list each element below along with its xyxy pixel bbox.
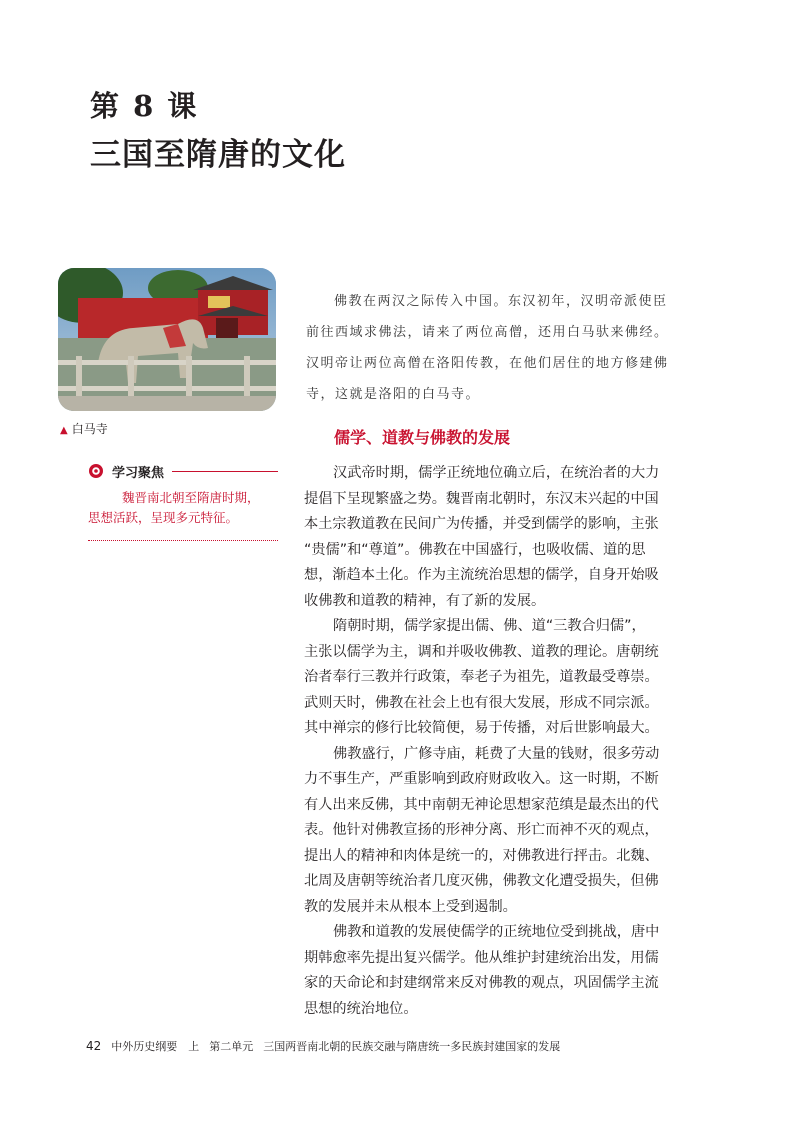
body-line: 家的天命论和封建纲常来反对佛教的观点，巩固儒学主流 bbox=[304, 975, 659, 991]
intro-line: 佛教在两汉之际传入中国。东汉初年，汉明帝派使臣 bbox=[334, 294, 668, 309]
body-line: 北周及唐朝等统治者几度灭佛，佛教文化遭受损失，但佛 bbox=[304, 873, 659, 889]
body-line: 治者奉行三教并行政策，奉老子为祖先，道教最受尊崇。 bbox=[304, 669, 659, 685]
body-line: 佛教盛行，广修寺庙，耗费了大量的钱财，很多劳动 bbox=[333, 745, 660, 762]
focus-line: 魏晋南北朝至隋唐时期， bbox=[122, 490, 260, 505]
intro-line: 寺，这就是洛阳的白马寺。 bbox=[306, 387, 481, 402]
body-line: 其中禅宗的修行比较简便，易于传播，对后世影响最大。 bbox=[304, 720, 659, 736]
body-line: 力不事生产，严重影响到政府财政收入。这一时期，不断 bbox=[304, 771, 659, 787]
baima-temple-photo bbox=[58, 268, 276, 411]
lesson-title: 三国至隋唐的文化 bbox=[90, 137, 346, 173]
footer-book-title: 中外历史纲要 上 bbox=[111, 1040, 200, 1053]
intro-line: 汉明帝让两位高僧在洛阳传教，在他们居住的地方修建佛 bbox=[306, 356, 669, 371]
body-line: 期韩愈率先提出复兴儒学。他从维护封建统治出发，用儒 bbox=[304, 949, 659, 966]
body-line: “贵儒”和“尊道”。佛教在中国盛行，也吸收儒、道的思 bbox=[304, 541, 646, 558]
body-line: 收佛教和道教的精神，有了新的发展。 bbox=[304, 592, 546, 609]
body-line: 想，渐趋本土化。作为主流统治思想的儒学，自身开始吸 bbox=[304, 567, 659, 583]
body-line: 佛教和道教的发展使儒学的正统地位受到挑战，唐中 bbox=[333, 924, 660, 940]
learning-focus-box bbox=[88, 460, 278, 541]
focus-title: 学习聚焦 bbox=[112, 465, 165, 481]
footer-unit-title: 三国两晋南北朝的民族交融与隋唐统一多民族封建国家的发展 bbox=[263, 1040, 561, 1053]
body-line: 隋朝时期，儒学家提出儒、佛、道“三教合归儒”， bbox=[333, 618, 646, 634]
photo-caption bbox=[60, 420, 108, 440]
page-footer bbox=[86, 1038, 560, 1055]
focus-divider bbox=[88, 540, 278, 541]
body-line: 思想的统治地位。 bbox=[304, 1000, 418, 1017]
body-text bbox=[304, 461, 714, 1022]
body-line: 教的发展并未从根本上受到遏制。 bbox=[304, 898, 517, 915]
body-line: 提倡下呈现繁盛之势。魏晋南北朝时，东汉末兴起的中国 bbox=[304, 490, 659, 507]
focus-line: 思想活跃，呈现多元特征。 bbox=[88, 510, 239, 525]
page-number: 42 bbox=[86, 1039, 102, 1053]
photo-caption-text: 白马寺 bbox=[71, 422, 108, 436]
footer-unit: 第二单元 bbox=[209, 1040, 254, 1053]
focus-text bbox=[88, 488, 278, 528]
body-line: 主张以儒学为主，调和并吸收佛教、道教的理论。唐朝统 bbox=[304, 643, 659, 660]
body-line: 武则天时，佛教在社会上也有很大发展，形成不同宗派。 bbox=[304, 694, 659, 711]
intro-line: 前往西域求佛法，请来了两位高僧，还用白马驮来佛经。 bbox=[306, 325, 669, 340]
body-line: 提出人的精神和肉体是统一的，对佛教进行抨击。北魏、 bbox=[304, 847, 659, 864]
focus-rule bbox=[172, 471, 278, 472]
lesson-number: 第 8 课 bbox=[90, 89, 199, 123]
section-title: 儒学、道教与佛教的发展 bbox=[334, 428, 511, 447]
body-line: 表。他针对佛教宣扬的形神分离、形亡而神不灭的观点， bbox=[304, 822, 659, 838]
triangle-marker-icon: ▲ bbox=[60, 425, 68, 436]
intro-paragraph bbox=[306, 286, 711, 410]
body-line: 有人出来反佛，其中南朝无神论思想家范缜是最杰出的代 bbox=[304, 796, 659, 813]
body-line: 本土宗教道教在民间广为传播，并受到儒学的影响，主张 bbox=[304, 516, 659, 532]
focus-target-icon bbox=[88, 463, 104, 479]
body-line: 汉武帝时期，儒学正统地位确立后，在统治者的大力 bbox=[333, 465, 660, 481]
